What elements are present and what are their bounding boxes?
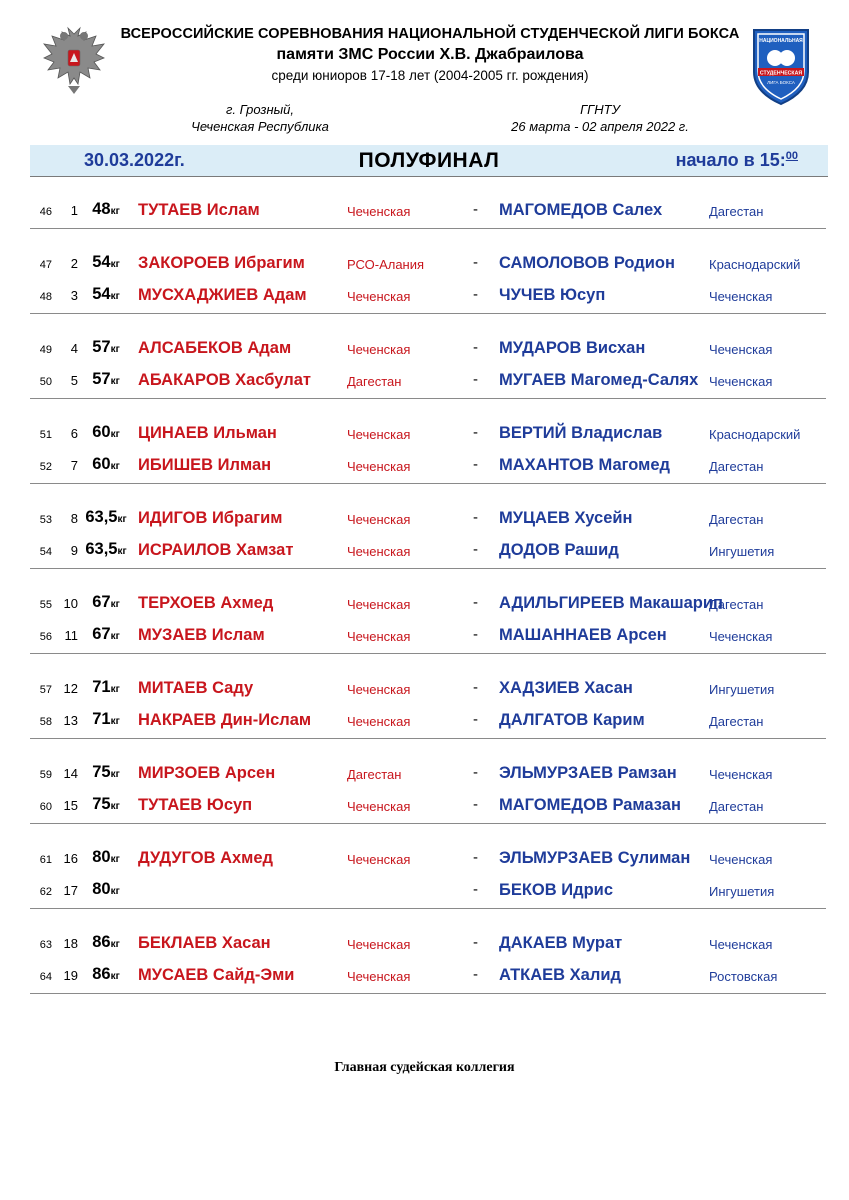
weight-class xyxy=(80,338,132,357)
weight-class xyxy=(80,880,132,899)
blue-corner-name: ХАДЗИЕВ Хасан xyxy=(499,679,633,697)
bout-row xyxy=(0,876,849,908)
weight-value: 80 xyxy=(92,848,111,866)
weight-unit: кг xyxy=(110,684,120,695)
red-corner-name: ИДИГОВ Ибрагим xyxy=(138,509,283,527)
group-divider xyxy=(30,908,826,909)
versus-dash: - xyxy=(473,286,478,303)
weight-unit: кг xyxy=(110,376,120,387)
weight-value: 57 xyxy=(92,338,111,356)
red-corner-name: ТУТАЕВ Юсуп xyxy=(138,796,253,814)
blue-corner-region: Чеченская xyxy=(709,767,773,782)
bout-row xyxy=(0,589,849,621)
versus-dash: - xyxy=(473,254,478,271)
versus-dash: - xyxy=(473,541,478,558)
group-divider xyxy=(30,993,826,994)
bout-order: 5 xyxy=(70,373,78,388)
weight-unit: кг xyxy=(110,461,120,472)
bout-number: 51 xyxy=(39,429,52,441)
bout-number: 63 xyxy=(39,939,52,951)
bout-number: 48 xyxy=(39,291,52,303)
versus-dash: - xyxy=(473,339,478,356)
weight-value: 67 xyxy=(92,593,111,611)
blue-corner-region: Ингушетия xyxy=(709,682,775,697)
bout-order: 11 xyxy=(64,628,78,643)
blue-corner-name: ДОДОВ Рашид xyxy=(499,541,619,559)
group-divider xyxy=(30,398,826,399)
blue-corner-name: ЭЛЬМУРЗАЕВ Рамзан xyxy=(499,764,677,782)
blue-corner-region: Дагестан xyxy=(709,597,764,612)
red-corner-region: Чеченская xyxy=(347,512,411,527)
blue-corner-name: ДАКАЕВ Мурат xyxy=(499,934,623,952)
bout-number: 49 xyxy=(39,344,52,356)
red-corner-region: РСО-Алания xyxy=(347,257,425,272)
bout-number: 58 xyxy=(39,716,52,728)
bout-number: 55 xyxy=(39,599,52,611)
weight-value: 71 xyxy=(92,678,111,696)
bout-order: 14 xyxy=(63,766,78,781)
weight-class xyxy=(80,253,132,272)
event-category: среди юниоров 17-18 лет (2004-2005 гг. рождения) xyxy=(271,68,589,83)
blue-corner-region: Дагестан xyxy=(709,459,764,474)
svg-text:ЛИГА БОКСА: ЛИГА БОКСА xyxy=(767,80,795,85)
weight-unit: кг xyxy=(117,546,127,557)
weight-class xyxy=(80,370,132,389)
weight-class xyxy=(80,625,132,644)
red-corner-name: НАКРАЕВ Дин-Ислам xyxy=(138,711,312,729)
weight-class xyxy=(80,710,132,729)
red-corner-name: АЛСАБЕКОВ Адам xyxy=(138,339,292,357)
bout-order: 19 xyxy=(63,968,78,983)
red-corner-region: Чеченская xyxy=(347,969,411,984)
bout-row xyxy=(0,366,849,398)
weight-class xyxy=(80,795,132,814)
event-region: Чеченская Республика xyxy=(191,119,329,134)
bout-order: 4 xyxy=(70,341,78,356)
event-city: г. Грозный, xyxy=(225,102,295,117)
weight-unit: кг xyxy=(110,206,120,217)
red-corner-region: Дагестан xyxy=(347,374,402,389)
bout-number: 60 xyxy=(39,801,52,813)
blue-corner-region: Дагестан xyxy=(709,799,764,814)
svg-text:НАЦИОНАЛЬНАЯ: НАЦИОНАЛЬНАЯ xyxy=(759,38,803,44)
blue-corner-region: Ингушетия xyxy=(709,884,775,899)
bout-row xyxy=(0,536,849,568)
weight-class xyxy=(80,423,132,442)
blue-corner-region: Чеченская xyxy=(709,937,773,952)
blue-corner-name: МАГОМЕДОВ Салех xyxy=(499,201,663,219)
bout-number: 52 xyxy=(39,461,52,473)
versus-dash: - xyxy=(473,201,478,218)
red-corner-region: Чеченская xyxy=(347,342,411,357)
bout-row xyxy=(0,674,849,706)
weight-value: 48 xyxy=(92,200,111,218)
versus-dash: - xyxy=(473,934,478,951)
weight-value: 60 xyxy=(92,423,111,441)
weight-unit: кг xyxy=(110,599,120,610)
weight-class xyxy=(80,200,132,219)
weight-value: 60 xyxy=(92,455,111,473)
bout-number: 56 xyxy=(39,631,52,643)
bout-row xyxy=(0,844,849,876)
versus-dash: - xyxy=(473,424,478,441)
weight-unit: кг xyxy=(110,429,120,440)
red-corner-region: Чеченская xyxy=(347,289,411,304)
event-title: ВСЕРОССИЙСКИЕ СОРЕВНОВАНИЯ НАЦИОНАЛЬНОЙ СТУДЕНЧЕСКОЙ ЛИГИ БОКСА xyxy=(120,26,740,42)
red-corner-name: ДУДУГОВ Ахмед xyxy=(138,849,274,867)
red-corner-name: МУЗАЕВ Ислам xyxy=(138,626,265,644)
red-corner-name: ИБИШЕВ Илман xyxy=(138,456,272,474)
weight-class xyxy=(80,678,132,697)
blue-corner-region: Дагестан xyxy=(709,714,764,729)
weight-value: 75 xyxy=(92,795,111,813)
versus-dash: - xyxy=(473,626,478,643)
weight-unit: кг xyxy=(110,344,120,355)
red-corner-region: Дагестан xyxy=(347,767,402,782)
bout-row xyxy=(0,706,849,738)
bout-number: 54 xyxy=(39,546,52,558)
bout-order: 17 xyxy=(63,883,78,898)
blue-corner-name: АДИЛЬГИРЕЕВ Макашарип xyxy=(499,594,723,612)
event-dedication: памяти ЗМС России Х.В. Джабраилова xyxy=(276,46,584,63)
blue-corner-name: ЧУЧЕВ Юсуп xyxy=(499,286,606,304)
bout-row xyxy=(0,196,849,228)
weight-unit: кг xyxy=(110,291,120,302)
weight-unit: кг xyxy=(110,769,120,780)
bout-order: 13 xyxy=(63,713,78,728)
blue-corner-name: МАШАННАЕВ Арсен xyxy=(499,626,667,644)
bout-number: 59 xyxy=(39,769,52,781)
bout-row xyxy=(0,791,849,823)
blue-corner-region: Краснодарский xyxy=(709,427,801,442)
weight-value: 67 xyxy=(92,625,111,643)
weight-class xyxy=(80,848,132,867)
bout-order: 1 xyxy=(70,203,78,218)
bout-order: 15 xyxy=(63,798,78,813)
versus-dash: - xyxy=(473,456,478,473)
blue-corner-region: Краснодарский xyxy=(709,257,801,272)
blue-corner-name: ДАЛГАТОВ Карим xyxy=(499,711,645,729)
bout-order: 18 xyxy=(63,936,78,951)
weight-class xyxy=(80,763,132,782)
weight-unit: кг xyxy=(110,854,120,865)
bout-number: 61 xyxy=(39,854,52,866)
red-corner-name: ТЕРХОЕВ Ахмед xyxy=(138,594,274,612)
bout-number: 64 xyxy=(39,971,52,983)
red-corner-name: МИТАЕВ Саду xyxy=(138,679,254,697)
blue-corner-name: АТКАЕВ Халид xyxy=(499,966,621,984)
session-stage-title: ПОЛУФИНАЛ xyxy=(358,149,500,172)
blue-corner-name: БЕКОВ Идрис xyxy=(499,881,614,899)
bout-order: 9 xyxy=(70,543,78,558)
weight-class xyxy=(80,455,132,474)
bout-row xyxy=(0,451,849,483)
red-corner-name: ИСРАИЛОВ Хамзат xyxy=(138,541,294,559)
weight-value: 57 xyxy=(92,370,111,388)
blue-corner-region: Чеченская xyxy=(709,342,773,357)
blue-corner-name: МУГАЕВ Магомед-Салях xyxy=(499,371,699,389)
bout-order: 8 xyxy=(70,511,78,526)
weight-class xyxy=(80,593,132,612)
group-divider xyxy=(30,228,826,229)
bout-order: 2 xyxy=(70,256,78,271)
blue-corner-name: ЭЛЬМУРЗАЕВ Сулиман xyxy=(499,849,691,867)
red-corner-region: Чеченская xyxy=(347,544,411,559)
bout-row xyxy=(0,504,849,536)
group-divider xyxy=(30,738,826,739)
weight-value: 75 xyxy=(92,763,111,781)
bout-order: 6 xyxy=(70,426,78,441)
bout-number: 50 xyxy=(39,376,52,388)
blue-corner-region: Чеченская xyxy=(709,629,773,644)
weight-value: 86 xyxy=(92,965,111,983)
weight-class xyxy=(80,540,132,559)
blue-corner-region: Чеченская xyxy=(709,289,773,304)
red-corner-region: Чеченская xyxy=(347,459,411,474)
blue-corner-region: Ростовская xyxy=(709,969,778,984)
red-corner-name: ЦИНАЕВ Ильман xyxy=(138,424,277,442)
weight-value: 63,5 xyxy=(85,508,118,526)
red-corner-region: Чеченская xyxy=(347,204,411,219)
versus-dash: - xyxy=(473,796,478,813)
bout-row xyxy=(0,961,849,993)
bout-number: 53 xyxy=(39,514,52,526)
weight-class xyxy=(80,965,132,984)
versus-dash: - xyxy=(473,966,478,983)
bout-row xyxy=(0,759,849,791)
bout-row xyxy=(0,334,849,366)
footer-signature: Главная судейская коллегия xyxy=(334,1060,515,1075)
red-corner-name: МУСХАДЖИЕВ Адам xyxy=(138,286,307,304)
weight-class xyxy=(80,933,132,952)
versus-dash: - xyxy=(473,881,478,898)
red-corner-name: МУСАЕВ Сайд-Эми xyxy=(138,966,295,984)
start-time-minutes: 00 xyxy=(785,150,798,162)
weight-unit: кг xyxy=(117,514,127,525)
event-dates: 26 марта - 02 апреля 2022 г. xyxy=(511,119,689,134)
bout-number: 46 xyxy=(39,206,52,218)
bout-order: 10 xyxy=(63,596,78,611)
bout-order: 3 xyxy=(70,288,78,303)
svg-text:СТУДЕНЧЕСКАЯ: СТУДЕНЧЕСКАЯ xyxy=(759,70,803,77)
red-corner-region: Чеченская xyxy=(347,799,411,814)
red-corner-region: Чеченская xyxy=(347,852,411,867)
bout-number: 57 xyxy=(39,684,52,696)
red-corner-name: ТУТАЕВ Ислам xyxy=(138,201,260,219)
red-corner-region: Чеченская xyxy=(347,427,411,442)
group-divider xyxy=(30,313,826,314)
red-corner-name: ЗАКОРОЕВ Ибрагим xyxy=(138,254,305,272)
weight-unit: кг xyxy=(110,259,120,270)
blue-corner-name: МАХАНТОВ Магомед xyxy=(499,456,670,474)
weight-value: 54 xyxy=(92,285,111,303)
bout-row xyxy=(0,929,849,961)
bout-order: 16 xyxy=(63,851,78,866)
red-corner-region: Чеченская xyxy=(347,682,411,697)
event-venue: ГГНТУ xyxy=(580,102,620,117)
group-divider xyxy=(30,568,826,569)
red-corner-region: Чеченская xyxy=(347,629,411,644)
weight-unit: кг xyxy=(110,801,120,812)
red-corner-region: Чеченская xyxy=(347,714,411,729)
weight-value: 86 xyxy=(92,933,111,951)
bout-row xyxy=(0,249,849,281)
weight-value: 80 xyxy=(92,880,111,898)
weight-class xyxy=(80,285,132,304)
weight-unit: кг xyxy=(110,716,120,727)
bout-number: 47 xyxy=(39,259,52,271)
red-corner-name: МИРЗОЕВ Арсен xyxy=(138,764,276,782)
blue-corner-region: Чеченская xyxy=(709,852,773,867)
red-corner-name: АБАКАРОВ Хасбулат xyxy=(138,371,311,389)
red-corner-name: БЕКЛАЕВ Хасан xyxy=(138,934,271,952)
bout-row xyxy=(0,281,849,313)
weight-unit: кг xyxy=(110,886,120,897)
bout-row xyxy=(0,621,849,653)
bout-row xyxy=(0,419,849,451)
red-corner-region: Чеченская xyxy=(347,937,411,952)
versus-dash: - xyxy=(473,849,478,866)
weight-value: 71 xyxy=(92,710,111,728)
versus-dash: - xyxy=(473,509,478,526)
weight-unit: кг xyxy=(110,939,120,950)
bout-order: 7 xyxy=(70,458,78,473)
blue-corner-name: САМОЛОВОВ Родион xyxy=(499,254,675,272)
weight-class xyxy=(80,508,132,527)
session-date: 30.03.2022г. xyxy=(84,150,185,170)
blue-corner-region: Чеченская xyxy=(709,374,773,389)
bout-number: 62 xyxy=(39,886,52,898)
blue-corner-region: Дагестан xyxy=(709,512,764,527)
versus-dash: - xyxy=(473,764,478,781)
group-divider xyxy=(30,653,826,654)
start-time-label: начало в 15: xyxy=(675,150,786,170)
blue-corner-name: МУЦАЕВ Хусейн xyxy=(499,509,633,527)
bout-order: 12 xyxy=(63,681,78,696)
weight-unit: кг xyxy=(110,631,120,642)
versus-dash: - xyxy=(473,679,478,696)
blue-corner-region: Дагестан xyxy=(709,204,764,219)
blue-corner-region: Ингушетия xyxy=(709,544,775,559)
blue-corner-name: МУДАРОВ Висхан xyxy=(499,339,646,357)
blue-corner-name: ВЕРТИЙ Владислав xyxy=(499,424,663,442)
weight-unit: кг xyxy=(110,971,120,982)
versus-dash: - xyxy=(473,594,478,611)
blue-corner-name: МАГОМЕДОВ Рамазан xyxy=(499,796,681,814)
versus-dash: - xyxy=(473,371,478,388)
versus-dash: - xyxy=(473,711,478,728)
group-divider xyxy=(30,823,826,824)
group-divider xyxy=(30,483,826,484)
weight-value: 54 xyxy=(92,253,111,271)
weight-value: 63,5 xyxy=(85,540,118,558)
red-corner-region: Чеченская xyxy=(347,597,411,612)
